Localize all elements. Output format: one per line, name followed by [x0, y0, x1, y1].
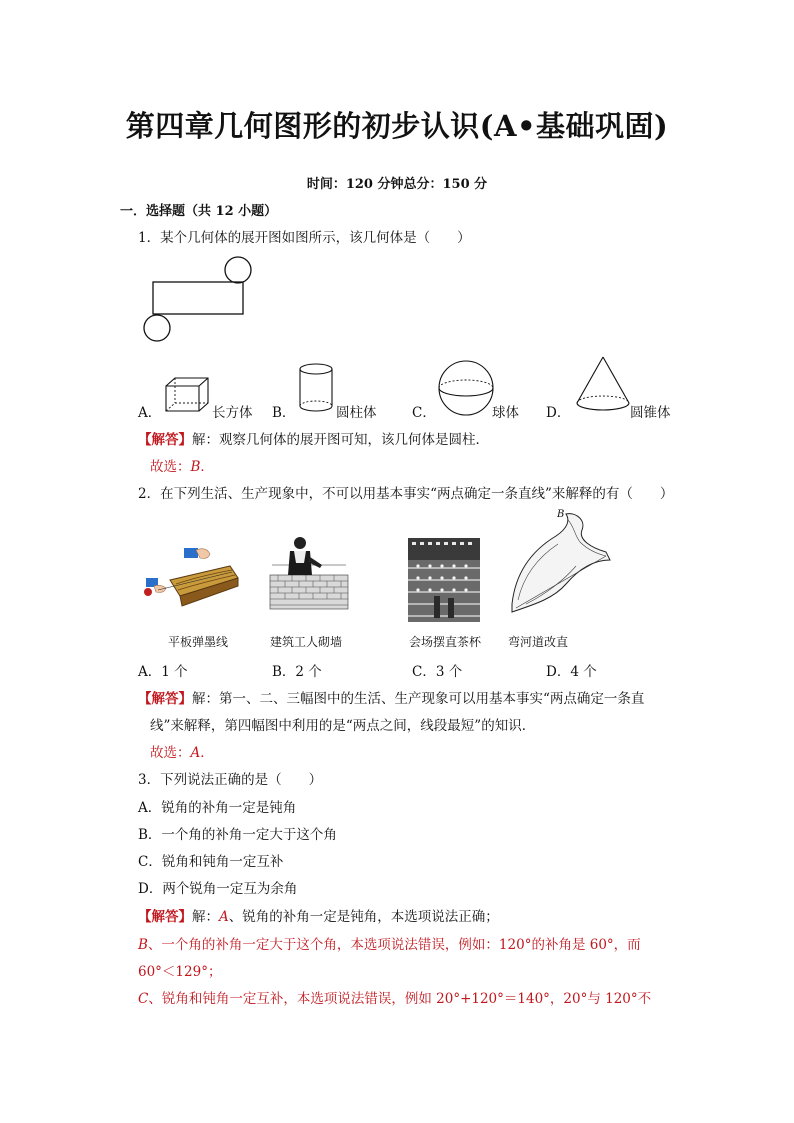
- q2-caption-4: 弯河道改直: [508, 635, 569, 649]
- q1-stem: 1．某个几何体的展开图如图所示，该几何体是（ ）: [138, 230, 471, 246]
- q3-answer-line-3: 60°＜129°；: [138, 964, 222, 980]
- cylinder-icon: [298, 362, 334, 414]
- q2-option-c: C．3 个: [412, 664, 463, 680]
- q2-answer-line-1: [138, 687, 644, 707]
- choose-prefix: 故选：: [150, 745, 191, 761]
- net-figure: [138, 252, 258, 352]
- q1-answer: [138, 428, 489, 448]
- q3-answer-letter-c: C: [138, 991, 149, 1007]
- bricklayer-image: [270, 535, 348, 609]
- q3-answer-text-4: 、锐角和钝角一定互补，本选项说法错误，例如 20°+120°＝140°，20°与 120°不: [148, 991, 652, 1007]
- q2-caption-2: 建筑工人砌墙: [270, 635, 343, 649]
- exam-info: 时间：120 分钟总分：150 分: [306, 177, 488, 192]
- q2-option-a: A．1 个: [138, 664, 188, 680]
- choose-letter: B: [190, 459, 201, 475]
- q2-caption-3: 会场摆直茶杯: [409, 635, 482, 649]
- q3-answer-line-4: [138, 987, 651, 1007]
- answer-tag: 【解答】: [138, 691, 192, 707]
- q1-option-d-letter: D．: [546, 405, 571, 421]
- q2-answer-line-2: 线”来解释，第四幅图中利用的是“两点之间，线段最短”的知识．: [150, 718, 536, 734]
- river-image: [506, 508, 616, 628]
- answer-tag: 【解答】: [138, 909, 192, 925]
- q3-answer-letter-a: A: [219, 909, 229, 925]
- q1-option-a-text: 长方体: [212, 405, 253, 421]
- q1-option-a-letter: A．: [138, 405, 162, 421]
- q1-option-d-text: 圆锥体: [630, 405, 671, 421]
- q3-answer-line-1: [138, 905, 499, 925]
- q1-choice: [150, 455, 214, 475]
- section-heading: 一．选择题（共 12 小题）: [120, 204, 278, 219]
- q1-option-b-text: 圆柱体: [336, 405, 377, 421]
- choose-suffix: ．: [200, 745, 214, 761]
- q3-option-a: A．锐角的补角一定是钝角: [138, 800, 297, 816]
- choose-letter: A: [190, 745, 201, 761]
- q1-answer-text: 解：观察几何体的展开图可知，该几何体是圆柱．: [192, 432, 489, 448]
- q1-option-c-text: 球体: [492, 405, 519, 421]
- q3-option-b: B．一个角的补角一定大于这个角: [138, 827, 337, 843]
- cuboid-icon: [163, 374, 213, 414]
- q3-answer-text-1a: 解：: [192, 909, 219, 925]
- choose-prefix: 故选：: [150, 459, 191, 475]
- q3-option-d: D．两个锐角一定互为余角: [138, 881, 298, 897]
- q1-option-c-letter: C．: [412, 405, 436, 421]
- q2-choice: [150, 741, 214, 761]
- tea-cups-image: [408, 538, 480, 622]
- q2-stem: 2．在下列生活、生产现象中，不可以用基本事实“两点确定一条直线”来解释的有（ ）: [138, 486, 674, 502]
- choose-suffix: ．: [200, 459, 214, 475]
- q3-stem: 3．下列说法正确的是（ ）: [138, 772, 323, 788]
- cone-icon: [575, 355, 631, 415]
- q3-answer-line-2: [138, 933, 641, 953]
- river-point-b-label: B: [557, 509, 565, 520]
- q3-answer-text-1b: 、锐角的补角一定是钝角，本选项说法正确；: [228, 909, 499, 925]
- page-title: 第四章几何图形的初步认识(A•基础巩固): [125, 109, 669, 143]
- q2-answer-text-1: 解：第一、二、三幅图中的生活、生产现象可以用基本事实“两点确定一条直: [192, 691, 645, 707]
- q3-answer-letter-b: B: [138, 937, 148, 953]
- answer-tag: 【解答】: [138, 432, 192, 448]
- q2-option-b: B．2 个: [272, 664, 322, 680]
- q2-caption-1: 平板弹墨线: [168, 635, 229, 649]
- q1-option-b-letter: B．: [272, 405, 296, 421]
- sphere-icon: [438, 360, 494, 416]
- q2-option-d: D．4 个: [546, 664, 597, 680]
- ink-line-board-image: [140, 540, 240, 612]
- q3-answer-text-2: 、一个角的补角一定大于这个角，本选项说法错误，例如：120°的补角是 60°，而: [147, 937, 641, 953]
- q3-option-c: C．锐角和钝角一定互补: [138, 854, 284, 870]
